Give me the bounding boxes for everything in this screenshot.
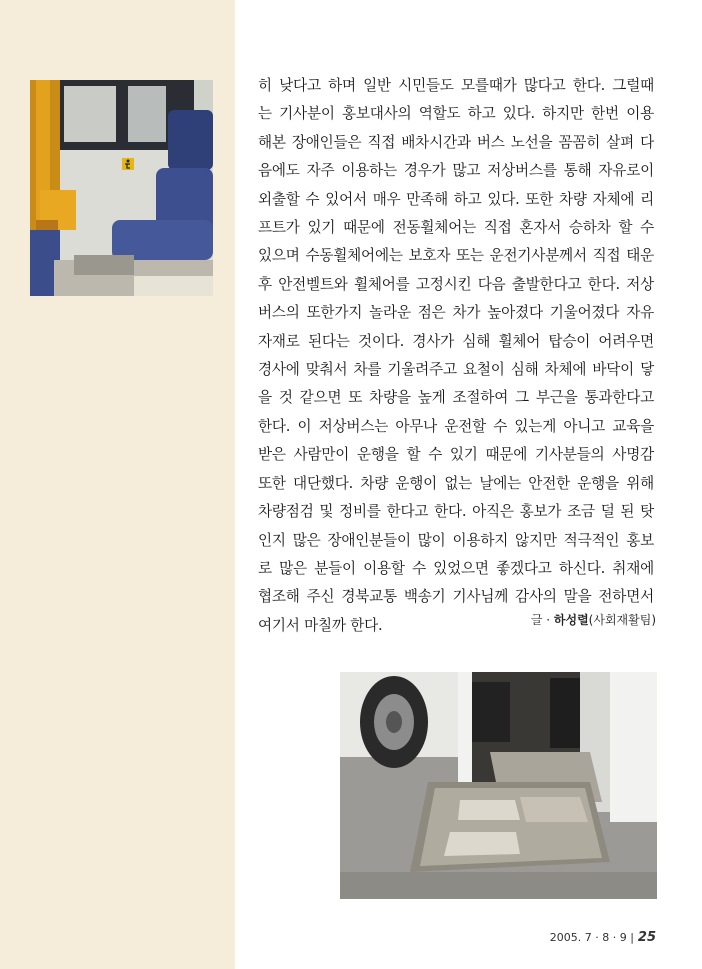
issue-date: 2005. 7 · 8 · 9 | bbox=[549, 931, 634, 944]
article-line: 버스의 또한가지 놀라운 점은 차가 높아졌다 기울어졌다 자유 bbox=[258, 304, 654, 322]
wheelchair-icon bbox=[122, 158, 134, 170]
article-line: 자재로 된다는 것이다. 경사가 심해 휠체어 탑승이 어려우면 bbox=[258, 332, 654, 350]
article-line: 차량점검 및 정비를 한다고 한다. 아직은 홍보가 조금 덜 된 탓 bbox=[258, 503, 654, 521]
byline-prefix: 글 · bbox=[530, 613, 554, 627]
article-line: 는 기사분이 홍보대사의 역할도 하고 있다. 하지만 한번 이용 bbox=[258, 105, 654, 123]
article-line: 인지 많은 장애인분들이 많이 이용하지 않지만 적극적인 홍보 bbox=[258, 531, 654, 549]
article-body bbox=[258, 72, 654, 640]
article-line: 해본 장애인들은 직접 배차시간과 버스 노선을 꼼꼼히 살펴 다 bbox=[258, 133, 654, 151]
article-line: 외출할 수 있어서 매우 만족해 하고 있다. 또한 차량 자체에 리 bbox=[258, 190, 654, 208]
article-line: 받은 사람만이 운행을 할 수 있기 때문에 기사분들의 사명감 bbox=[258, 446, 654, 464]
article-line: 음에도 자주 이용하는 경우가 많고 저상버스를 통해 자유로이 bbox=[258, 162, 654, 180]
article-line: 로 많은 분들이 이용할 수 있었으면 좋겠다고 하신다. 취재에 bbox=[258, 559, 654, 577]
article-line: 또한 대단했다. 차량 운행이 없는 날에는 안전한 운행을 위해 bbox=[258, 474, 654, 492]
page-number: 25 bbox=[637, 930, 656, 945]
article-line: 있으며 수동휠체어에는 보호자 또는 운전기사분께서 직접 태운 bbox=[258, 247, 654, 265]
article-line: 프트가 있기 때문에 전동휠체어는 직접 혼자서 승하차 할 수 bbox=[258, 219, 654, 237]
article-line: 여기서 마칠까 한다. bbox=[258, 616, 383, 634]
bus-interior-photo bbox=[30, 80, 213, 296]
author-name: 하성렬 bbox=[553, 613, 589, 627]
page-footer bbox=[550, 930, 656, 945]
bus-ramp-photo bbox=[340, 672, 657, 899]
byline bbox=[531, 611, 656, 628]
article-line: 한다. 이 저상버스는 아무나 운전할 수 있는게 아니고 교육을 bbox=[258, 417, 654, 435]
article-line: 히 낮다고 하며 일반 시민들도 모를때가 많다고 한다. 그럴때 bbox=[258, 77, 654, 94]
article-line: 후 안전벨트와 휠체어를 고정시킨 다음 출발한다고 한다. 저상 bbox=[258, 275, 654, 293]
author-affiliation: (사회재활팀) bbox=[588, 613, 656, 627]
article-line: 을 것 같으면 또 차량을 높게 조절하여 그 부근을 통과한다고 bbox=[258, 389, 654, 407]
article-line: 협조해 주신 경북교통 백송기 기사님께 감사의 말을 전하면서 bbox=[258, 588, 654, 606]
article-line: 경사에 맞춰서 차를 기울려주고 요철이 심해 차체에 바닥이 닿 bbox=[258, 361, 654, 379]
